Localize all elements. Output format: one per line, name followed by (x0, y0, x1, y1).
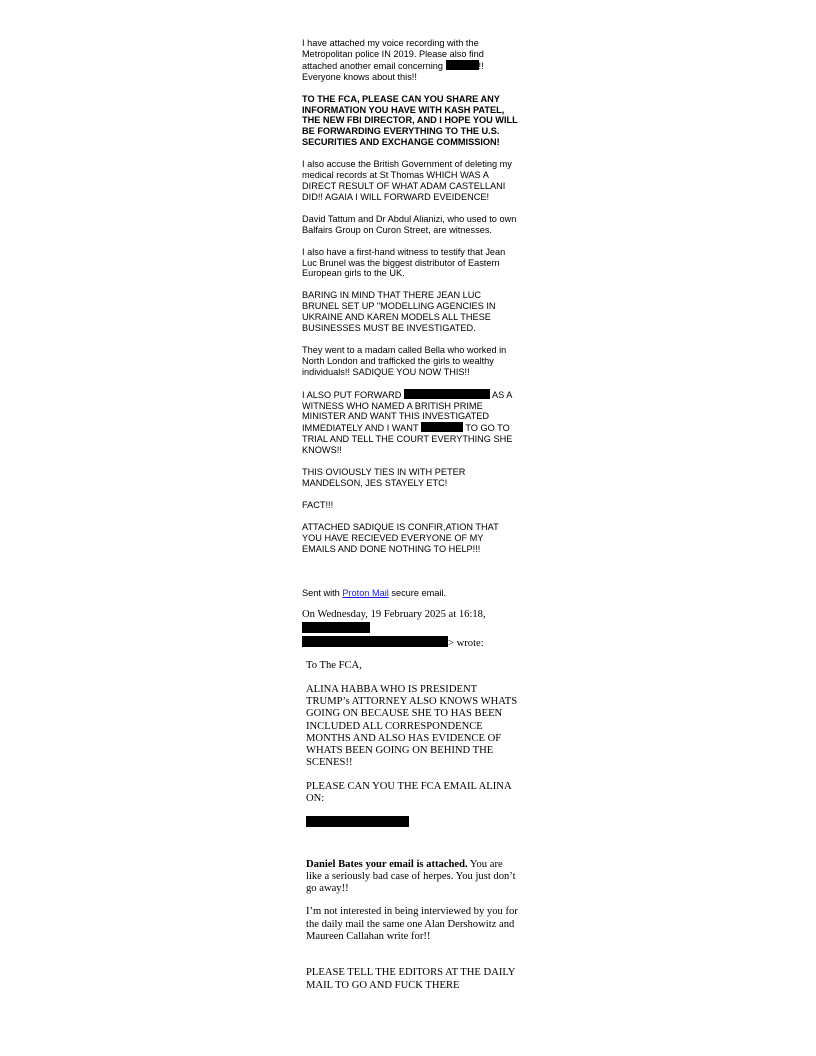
paragraph-attachment: I have attached my voice recording with the Metropolitan police IN 2019. Please also find attached another email concerning !! Everyone knows about this!! (302, 38, 484, 82)
paragraph-put-forward: I ALSO PUT FORWARD AS A WITNESS WHO NAMED A BRITISH PRIME MINISTER AND WANT THIS INVESTIGATED IMMEDIATELY AND I WANT TO GO TO TRIAL AND TELL THE COURT EVERYTHING SHE KNOWS!! (302, 389, 513, 456)
paragraph-first-hand-witness: I also have a first-hand witness to testify that Jean Luc Brunel was the biggest distributor of Eastern European girls to the UK. (302, 246, 506, 279)
paragraph-witnesses: David Tattum and Dr Abdul Alianizi, who used to own Balfairs Group on Curon Street, are witnesses. (302, 213, 517, 235)
paragraph-fca-request: TO THE FCA, PLEASE CAN YOU SHARE ANY INFORMATION YOU HAVE WITH KASH PATEL, THE NEW FBI DIRECTOR, AND I HOPE YOU WILL BE FORWARDING EVERYTHING TO THE U.S. SECURITIES AND EXCHANGE COMMISSION! (302, 93, 518, 148)
proton-mail-link[interactable]: Proton Mail (342, 587, 389, 598)
message-text (302, 38, 518, 598)
quoted-not-interested: I’m not interested in being interviewed by you for the daily mail the same one Alan Dershowitz and Maureen Callahan write for!! (306, 906, 518, 943)
paragraph-confirmation: ATTACHED SADIQUE IS CONFIR,ATION THAT YOU HAVE RECIEVED EVERYONE OF MY EMAILS AND DONE NOTHING TO HELP!!! (302, 521, 499, 554)
quoted-greeting: To The FCA, (306, 660, 362, 672)
redaction-box (446, 60, 479, 70)
redaction-box (302, 636, 448, 647)
quoted-email-request: PLEASE CAN YOU THE FCA EMAIL ALINA ON: (306, 780, 512, 804)
redaction-box (306, 816, 409, 827)
paragraph-accusation: I also accuse the British Government of deleting my medical records at St Thomas WHICH WAS A DIRECT RESULT OF WHAT ADAM CASTELLANI DID!! AGAIA I WILL FORWARD EVEIDENCE! (302, 159, 512, 202)
redaction-box (302, 622, 370, 633)
paragraph-ties: THIS OVIOUSLY TIES IN WITH PETER MANDELSON, JES STAYELY ETC! (302, 467, 466, 488)
quoted-message (302, 660, 518, 992)
redaction-box (404, 389, 490, 399)
quoted-editors: PLEASE TELL THE EDITORS AT THE DAILY MAIL TO GO AND FUCK THERE (306, 967, 516, 991)
quoted-daniel-bates: Daniel Bates your email is attached. You are like a seriously bad case of herpes. You just don’t go away!! (306, 858, 516, 895)
paragraph-fact: FACT!!! (302, 499, 334, 510)
paragraph-madam: They went to a madam called Bella who worked in North London and trafficked the girls to wealthy individuals!! SADIQUE YOU NOW THIS!! (302, 344, 507, 377)
signature-line: Sent with Proton Mail secure email. (302, 587, 447, 598)
reply-header: On Wednesday, 19 February 2025 at 16:18, > wrote: (302, 609, 486, 650)
quoted-alina-habba: ALINA HABBA WHO IS PRESIDENT TRUMP’s ATTORNEY ALSO KNOWS WHATS GOING ON BECAUSE SHE TO HAS BEEN INCLUDED ALL CORRESPONDENCE MONTHS AND ALSO HAS EVIDENCE OF WHATS BEEN GOING ON BEHIND THE SCENES!! (306, 683, 518, 769)
paragraph-modelling-agencies: BARING IN MIND THAT THERE JEAN LUC BRUNEL SET UP "MODELLING AGENCIES IN UKRAINE AND KAREN MODELS ALL THESE BUSINESSES MUST BE INVESTIGATED. (302, 290, 496, 334)
redaction-box (421, 422, 463, 432)
email-body (302, 38, 518, 1003)
